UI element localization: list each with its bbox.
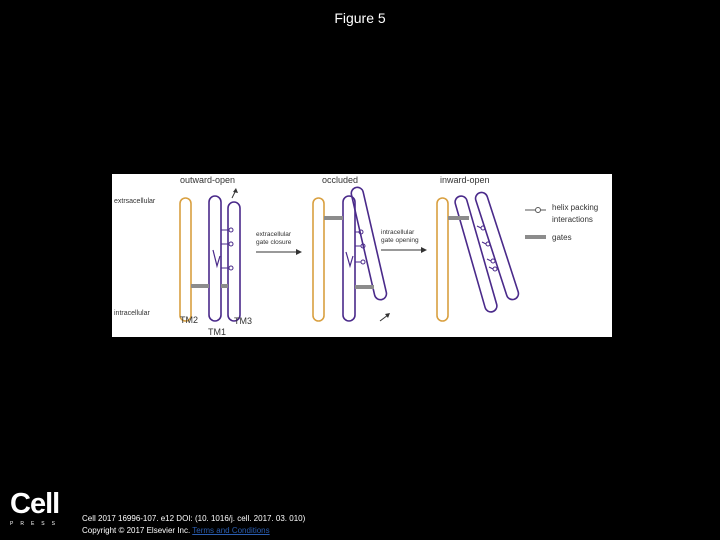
compartment-label-intracellular: intracellular: [114, 310, 150, 317]
logo-subtitle: PRESS: [10, 521, 62, 527]
legend-label-packing: helix packing: [552, 203, 599, 212]
state-label-outward-open: outward-open: [180, 175, 236, 185]
compartment-label-extracellular: extrsacellular: [114, 198, 156, 205]
helix-tm1: [343, 196, 355, 321]
helix-tm1-kink: [213, 250, 220, 266]
legend-label-gates: gates: [552, 233, 572, 242]
figure-panel: [112, 174, 612, 337]
state-inward-open: [437, 191, 520, 321]
transporter-diagram: [112, 174, 612, 337]
legend-label-packing: interactions: [552, 215, 593, 224]
transition-arrow-head: [421, 247, 427, 253]
legend: [525, 203, 598, 242]
state-label-inward-open: inward-open: [440, 175, 490, 185]
helix-label-tm2: TM2: [180, 315, 198, 325]
transition-label: intracellular: [381, 229, 415, 236]
state-outward-open: [180, 188, 252, 337]
legend-packing-symbol: [536, 208, 541, 213]
helix-label-tm3: TM3: [234, 316, 252, 326]
slide-title: Figure 5: [334, 10, 386, 26]
citation-line: Cell 2017 16996-107. e12 DOI: (10. 1016/j. cell. 2017. 03. 010): [82, 514, 306, 523]
transition-intracellular-gate-opening: [381, 229, 427, 253]
transition-label: gate opening: [381, 237, 419, 244]
helix-packing-interactions: [221, 228, 233, 270]
terms-and-conditions-link[interactable]: Terms and Conditions: [192, 526, 270, 535]
transition-label: extracellular: [256, 231, 292, 238]
helix-tm3: [474, 191, 520, 301]
helix-tm2: [313, 198, 324, 321]
helix-tm3: [228, 202, 240, 321]
motion-arrow-head: [233, 188, 238, 193]
copyright-text: Copyright © 2017 Elsevier Inc.: [82, 526, 191, 535]
helix-tm1-kink: [346, 252, 353, 266]
state-label-occluded: occluded: [322, 175, 359, 185]
helix-tm2: [180, 198, 191, 321]
transition-extracellular-gate-closure: [256, 231, 302, 255]
helix-label-tm1: TM1: [208, 327, 226, 337]
cell-press-logo: [10, 490, 72, 530]
transition-arrow-head: [296, 249, 302, 255]
copyright-line: [82, 525, 305, 537]
state-occluded: [313, 186, 390, 321]
transition-label: gate closure: [256, 239, 292, 246]
citation: [82, 513, 305, 537]
logo-word: Cell: [10, 488, 60, 520]
helix-tm2: [437, 198, 448, 321]
